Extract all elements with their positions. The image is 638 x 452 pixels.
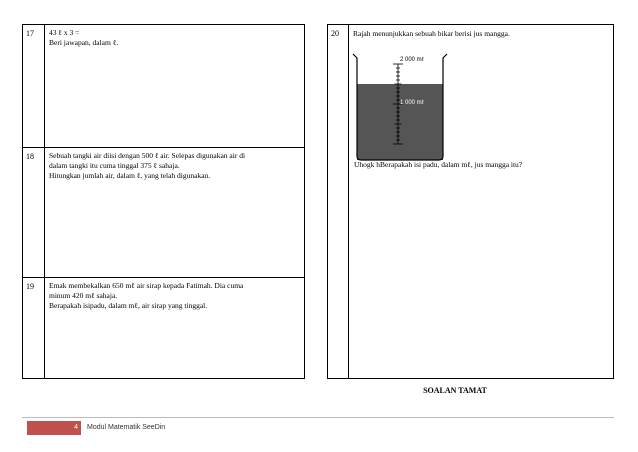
left-question-table — [22, 24, 305, 379]
q17-number-cell — [23, 25, 45, 148]
q18-text — [45, 148, 304, 181]
q20-question: Uhogk hBerapakah isi padu, dalam mℓ, jus mangga itu? — [354, 160, 523, 169]
q18-line-2: dalam tangki itu cuma tinggal 375 ℓ sahaja. — [49, 161, 180, 170]
q18-line-3: Hitungkan jumlah air, dalam ℓ, yang telah digunakan. — [49, 171, 211, 180]
q17-line-1: 43 ℓ x 3 = — [49, 28, 80, 37]
q17-line-2: Beri jawapan, dalam ℓ. — [49, 38, 119, 47]
beaker-drawing — [350, 52, 450, 164]
beaker-label-1000: 1 000 mℓ — [400, 100, 424, 106]
beaker-diagram — [350, 52, 450, 164]
q19-line-1: Emak membekalkan 650 mℓ air sirap kepada Fatimah. Dia cuma — [49, 281, 244, 290]
mango-juice-liquid — [357, 84, 443, 160]
footer-title: Modul Matematik SeeDin — [87, 424, 166, 431]
end-label: SOALAN TAMAT — [423, 386, 487, 395]
q17-number: 17 — [26, 29, 34, 38]
q20-number-cell — [328, 25, 349, 379]
q19-line-3: Berapakah isipadu, dalam mℓ, air sirap yang tinggal. — [49, 301, 208, 310]
q18-number-cell — [23, 148, 45, 278]
q19-text — [45, 278, 304, 311]
q17-text — [45, 25, 304, 48]
q18-body-cell — [45, 148, 305, 278]
q20-intro: Rajah menunjukkan sebuah bikar berisi jus mangga. — [353, 29, 510, 38]
q17-body-cell — [45, 25, 305, 148]
q19-number: 19 — [26, 282, 34, 291]
q20-number: 20 — [331, 29, 339, 38]
page-number-badge: 4 — [27, 421, 81, 435]
q18-line-1: Sebuah tangki air diisi dengan 500 ℓ air. Selepas digunakan air di — [49, 151, 246, 160]
q19-body-cell — [45, 278, 305, 379]
footer-divider — [22, 417, 614, 418]
q19-number-cell — [23, 278, 45, 379]
q19-line-2: minum 420 mℓ sahaja. — [49, 291, 118, 300]
beaker-label-2000: 2 000 mℓ — [400, 57, 424, 63]
q18-number: 18 — [26, 152, 34, 161]
